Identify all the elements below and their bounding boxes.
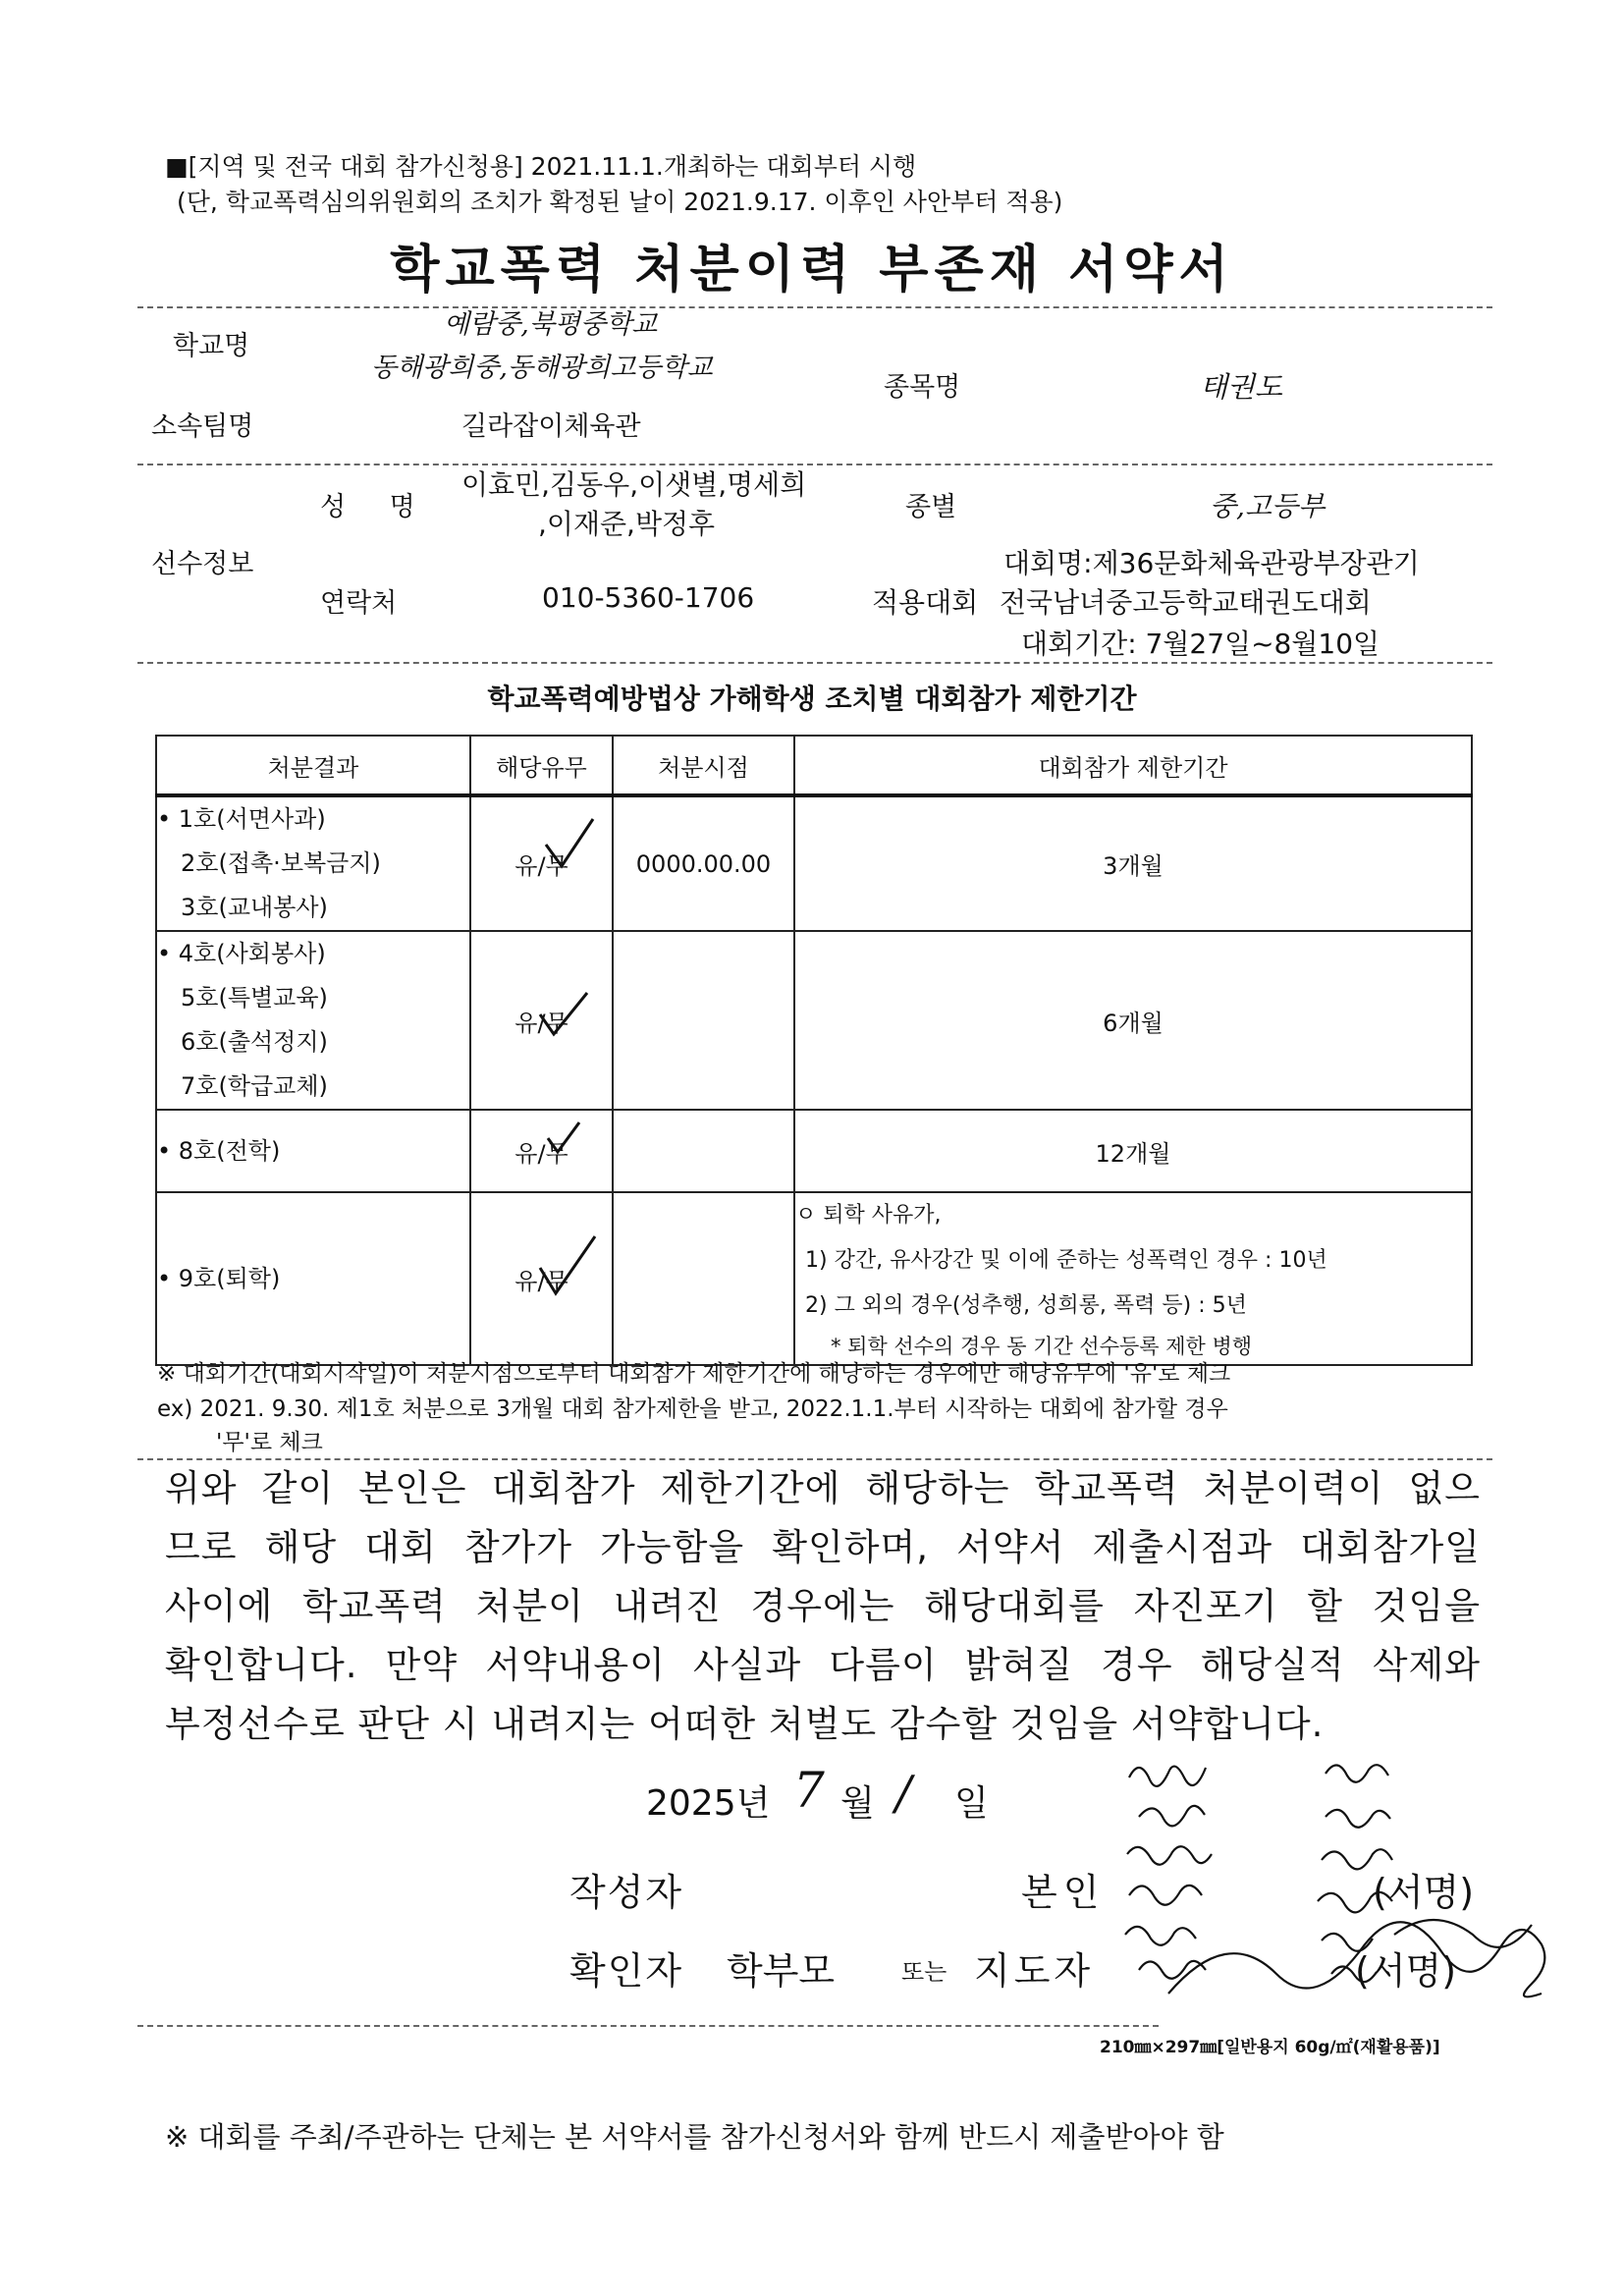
division-value: 중,고등부: [1210, 490, 1326, 522]
name-value-1: 이효민,김동우,이샛별,명세희: [461, 468, 807, 501]
result-cell: [156, 931, 470, 1110]
result-cell: [156, 1192, 470, 1365]
date-year: 2025년: [646, 1783, 771, 1824]
header-period: 대회참가 제한기간: [794, 736, 1472, 795]
result-item: 2호(접촉·보복금지): [181, 849, 381, 877]
date-cell: 0000.00.00: [613, 795, 794, 931]
confirmer-label: 확인자: [569, 1949, 684, 1993]
team-value: 길라잡이체육관: [461, 411, 641, 442]
header-date: 처분시점: [613, 736, 794, 795]
date-month: 7: [793, 1762, 825, 1819]
checkmark-icon: [536, 989, 591, 1040]
period-cell: 3개월: [794, 795, 1472, 931]
table-row: [156, 1192, 1472, 1365]
pledge-line: 확인합니다. 만약 서약내용이 사실과 다름이 밝혀질 경우 해당실적 삭제와: [165, 1644, 1481, 1686]
contact-label: 연락처: [320, 588, 398, 619]
period-note: 2) 그 외의 경우(성추행, 성희롱, 폭력 등) : 5년: [805, 1293, 1247, 1318]
table-header-row: [156, 736, 1472, 795]
pledge-line: 부정선수로 판단 시 내려지는 어떠한 처벌도 감수할 것임을 서약합니다.: [165, 1703, 1325, 1745]
competition-period: 대회기간: 7월27일~8월10일: [1021, 628, 1380, 660]
writer-label: 작성자: [569, 1871, 684, 1914]
divider: [137, 464, 1492, 465]
period-note: 1) 강간, 유사강간 및 이에 준하는 성폭력인 경우 : 10년: [805, 1248, 1327, 1273]
note-1: ※ 대회기간(대회시작일)이 처분시점으로부터 대회참가 제한기간에 해당하는 경우에만 해당유무에 '유'로 체크: [157, 1361, 1231, 1387]
section-title: 학교폭력예방법상 가해학생 조치별 대회참가 제한기간: [487, 683, 1137, 715]
table-row: [156, 931, 1472, 1110]
result-cell: [156, 1110, 470, 1192]
applied-competition-label: 적용대회: [872, 586, 979, 619]
applicable-cell[interactable]: [470, 1192, 613, 1365]
pledge-text: [165, 1459, 1481, 1754]
or-label: 또는: [901, 1958, 947, 1986]
period-cell: 6개월: [794, 931, 1472, 1110]
event-label: 종목명: [884, 372, 961, 403]
divider: [137, 2025, 1159, 2027]
pledge-line: 위와 같이 본인은 대회참가 제한기간에 해당하는 학교폭력 처분이력이 없으: [165, 1467, 1481, 1509]
pledge-line: 므로 해당 대회 참가가 가능함을 확인하며, 서약서 제출시점과 대회참가일: [165, 1526, 1481, 1568]
period-note: * 퇴학 선수의 경우 동 기간 선수등록 제한 병행: [831, 1335, 1253, 1358]
contact-value: 010-5360-1706: [542, 581, 755, 614]
page-title: 학교폭력 처분이력 부존재 서약서: [390, 241, 1234, 300]
table-row: [156, 795, 1472, 931]
result-item: 6호(출석정지): [181, 1028, 328, 1056]
result-item: • 9호(퇴학): [157, 1264, 281, 1292]
divider: [137, 306, 1492, 308]
applicable-cell[interactable]: [470, 1110, 613, 1192]
competition-name-2: 전국남녀중고등학교태권도대회: [1000, 586, 1372, 619]
table-row: [156, 1110, 1472, 1192]
applicable-option: 유/무: [514, 1267, 568, 1295]
self-label: 본인: [1021, 1871, 1106, 1914]
result-item: 7호(학급교체): [181, 1072, 328, 1100]
period-cell: 12개월: [794, 1110, 1472, 1192]
date-day-label: 일: [954, 1783, 989, 1824]
note-3: '무'로 체크: [216, 1430, 323, 1455]
period-cell: [794, 1192, 1472, 1365]
name-label: 성 명: [320, 492, 433, 522]
school-value-2: 동해광희중,동해광희고등학교: [371, 353, 713, 383]
coach-sign-label: (서명): [1355, 1949, 1457, 1993]
pledge-line: 사이에 학교폭력 처분이 내려진 경우에는 해당대회를 자진포기 할 것임을: [165, 1585, 1481, 1627]
date-month-label: 월: [840, 1783, 875, 1824]
result-item: • 8호(전학): [157, 1136, 281, 1165]
school-label: 학교명: [173, 331, 250, 361]
checkmark-icon: [544, 1119, 583, 1158]
applicable-option: 유/무: [514, 1009, 568, 1037]
period-note: ㅇ 퇴학 사유가,: [795, 1203, 942, 1228]
date-cell: [613, 1192, 794, 1365]
athlete-info-label: 선수정보: [151, 549, 254, 579]
result-item: 5호(특별교육): [181, 984, 328, 1011]
event-value: 태권도: [1200, 370, 1283, 404]
notice-line-1: ■[지역 및 전국 대회 참가신청용] 2021.11.1.개최하는 대회부터 시행: [165, 152, 917, 181]
divider: [137, 662, 1492, 664]
applicable-cell[interactable]: [470, 931, 613, 1110]
header-result: 처분결과: [156, 736, 470, 795]
checkmark-icon: [536, 1232, 599, 1301]
result-cell: [156, 795, 470, 931]
applicable-option: 유/무: [514, 852, 568, 880]
date-cell: [613, 1110, 794, 1192]
restriction-table: [155, 735, 1473, 1366]
parent-label: 학부모: [727, 1949, 836, 1993]
header-applicable: 해당유무: [470, 736, 613, 795]
result-item: • 4호(사회봉사): [157, 940, 326, 967]
name-value-2: ,이재준,박정후: [538, 508, 716, 540]
school-value-1: 예람중,북평중학교: [444, 309, 658, 340]
paper-spec: 210㎜×297㎜[일반용지 60g/㎡(재활용품)]: [1100, 2038, 1440, 2057]
applicable-cell[interactable]: [470, 795, 613, 931]
handwritten-signatures: [1100, 1738, 1610, 2033]
notice-line-2: (단, 학교폭력심의위원회의 조치가 확정된 날이 2021.9.17. 이후인 사안부터 적용): [177, 188, 1063, 216]
result-item: • 1호(서면사과): [157, 805, 326, 833]
date-day: /: [895, 1766, 912, 1821]
self-sign-label: (서명): [1373, 1871, 1475, 1914]
footer-note: ※ 대회를 주최/주관하는 단체는 본 서약서를 참가신청서와 함께 반드시 제출받아야 함: [165, 2120, 1224, 2154]
note-2: ex) 2021. 9.30. 제1호 처분으로 3개월 대회 참가제한을 받고, 2022.1.1.부터 시작하는 대회에 참가할 경우: [157, 1396, 1228, 1422]
date-cell: [613, 931, 794, 1110]
team-label: 소속팀명: [151, 411, 254, 442]
coach-label: 지도자: [974, 1949, 1095, 1993]
result-item: 3호(교내봉사): [181, 894, 328, 921]
applicable-option: 유/무: [514, 1139, 568, 1168]
checkmark-icon: [542, 815, 597, 874]
competition-name: 대회명:제36문화체육관광부장관기: [1003, 547, 1420, 579]
division-label: 종별: [905, 492, 957, 522]
